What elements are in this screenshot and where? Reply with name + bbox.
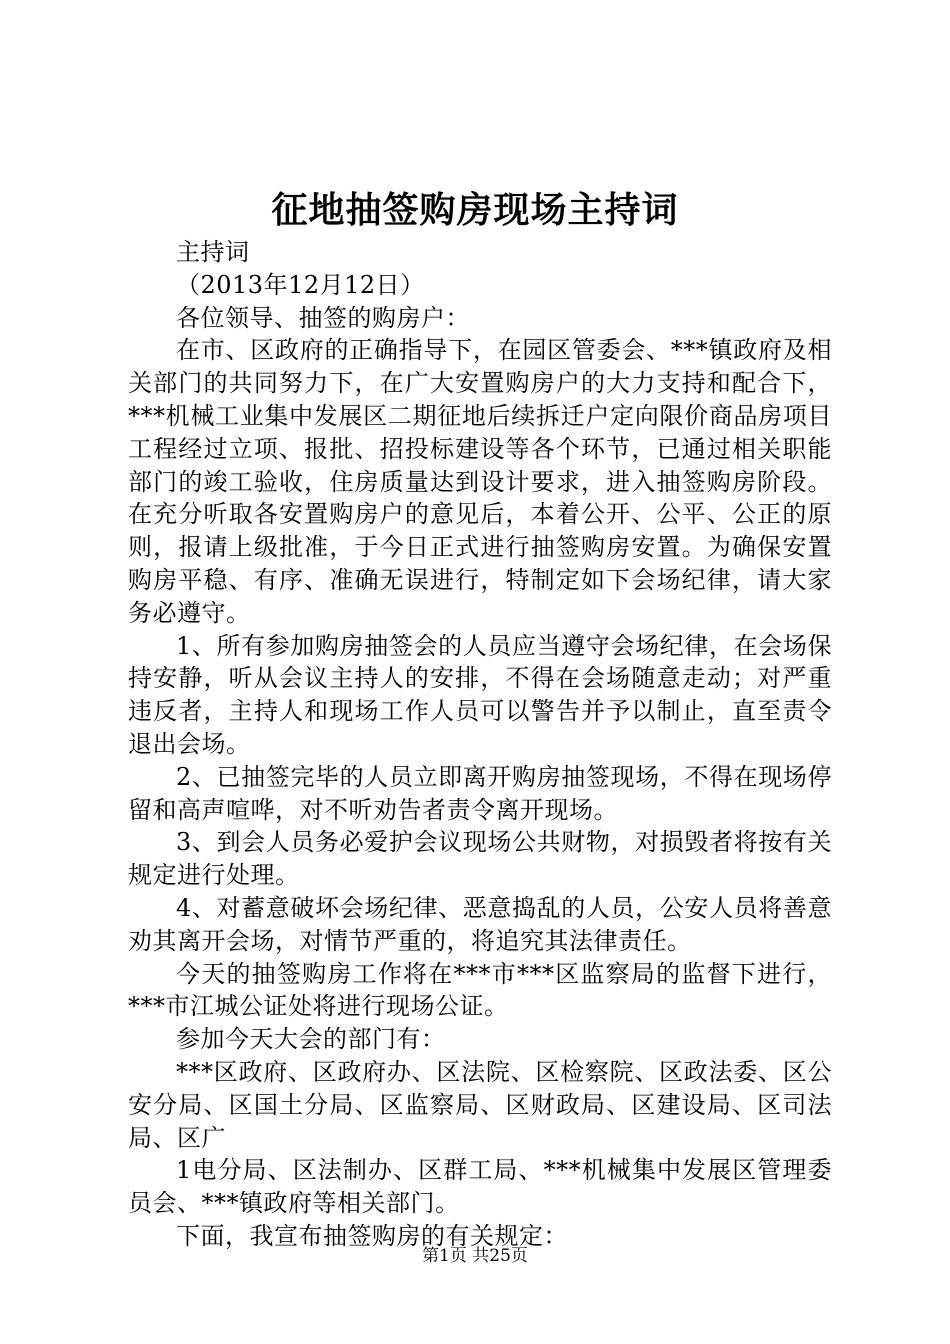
paragraph-rule-3: 3、到会人员务必爱护会议现场公共财物，对损毁者将按有关规定进行处理。 <box>128 828 832 890</box>
paragraph-date: （2013年12月12日） <box>176 270 425 299</box>
paragraph-departments-continued: 1电分局、区法制办、区群工局、***机械集中发展区管理委员会、***镇政府等相关部门。 <box>128 1156 832 1218</box>
paragraph-rule-1: 1、所有参加购房抽签会的人员应当遵守会场纪律，在会场保持安静，听从会议主持人的安排，不得在会场随意走动；对严重违反者，主持人和现场工作人员可以警告并予以制止，直至责令退出会场。 <box>128 631 832 758</box>
paragraph-host-label: 主持词 <box>176 238 250 266</box>
paragraph-supervision: 今天的抽签购房工作将在***市***区监察局的监督下进行，***市江城公证处将进行现场公证。 <box>128 959 832 1021</box>
paragraph-salutation: 各位领导、抽签的购房户： <box>176 303 470 332</box>
document-body <box>128 236 832 1253</box>
paragraph-intro: 在市、区政府的正确指导下，在园区管委会、***镇政府及相关部门的共同努力下，在广大安置购房户的大力支持和配合下，***机械工业集中发展区二期征地后续拆迁户定向限价商品房项目工程经过立项、报批、招投标建设等各个环节，已通过相关职能部门的竣工验收，住房质量达到设计要求，进入抽签购房阶段。在充分听取各安置购房户的意见后，本着公开、公平、公正的原则，报请上级批准，于今日正式进行抽签购房安置。为确保安置购房平稳、有序、准确无误进行，特制定如下会场纪律，请大家务必遵守。 <box>128 336 832 627</box>
paragraph-departments-list: ***区政府、区政府办、区法院、区检察院、区政法委、区公安分局、区国土分局、区监察局、区财政局、区建设局、区司法局、区广 <box>128 1057 832 1152</box>
document-title: 征地抽签购房现场主持词 <box>271 189 679 231</box>
page-footer: 第1页 共25页 <box>422 1246 528 1266</box>
paragraph-rule-2: 2、已抽签完毕的人员立即离开购房抽签现场，不得在现场停留和高声喧哗，对不听劝告者责令离开现场。 <box>128 762 832 824</box>
paragraph-announcement: 下面，我宣布抽签购房的有关规定： <box>176 1221 568 1250</box>
paragraph-departments-heading: 参加今天大会的部门有： <box>176 1025 446 1054</box>
paragraph-rule-4: 4、对蓄意破坏会场纪律、恶意捣乱的人员，公安人员将善意劝其离开会场，对情节严重的，将追究其法律责任。 <box>128 893 832 955</box>
